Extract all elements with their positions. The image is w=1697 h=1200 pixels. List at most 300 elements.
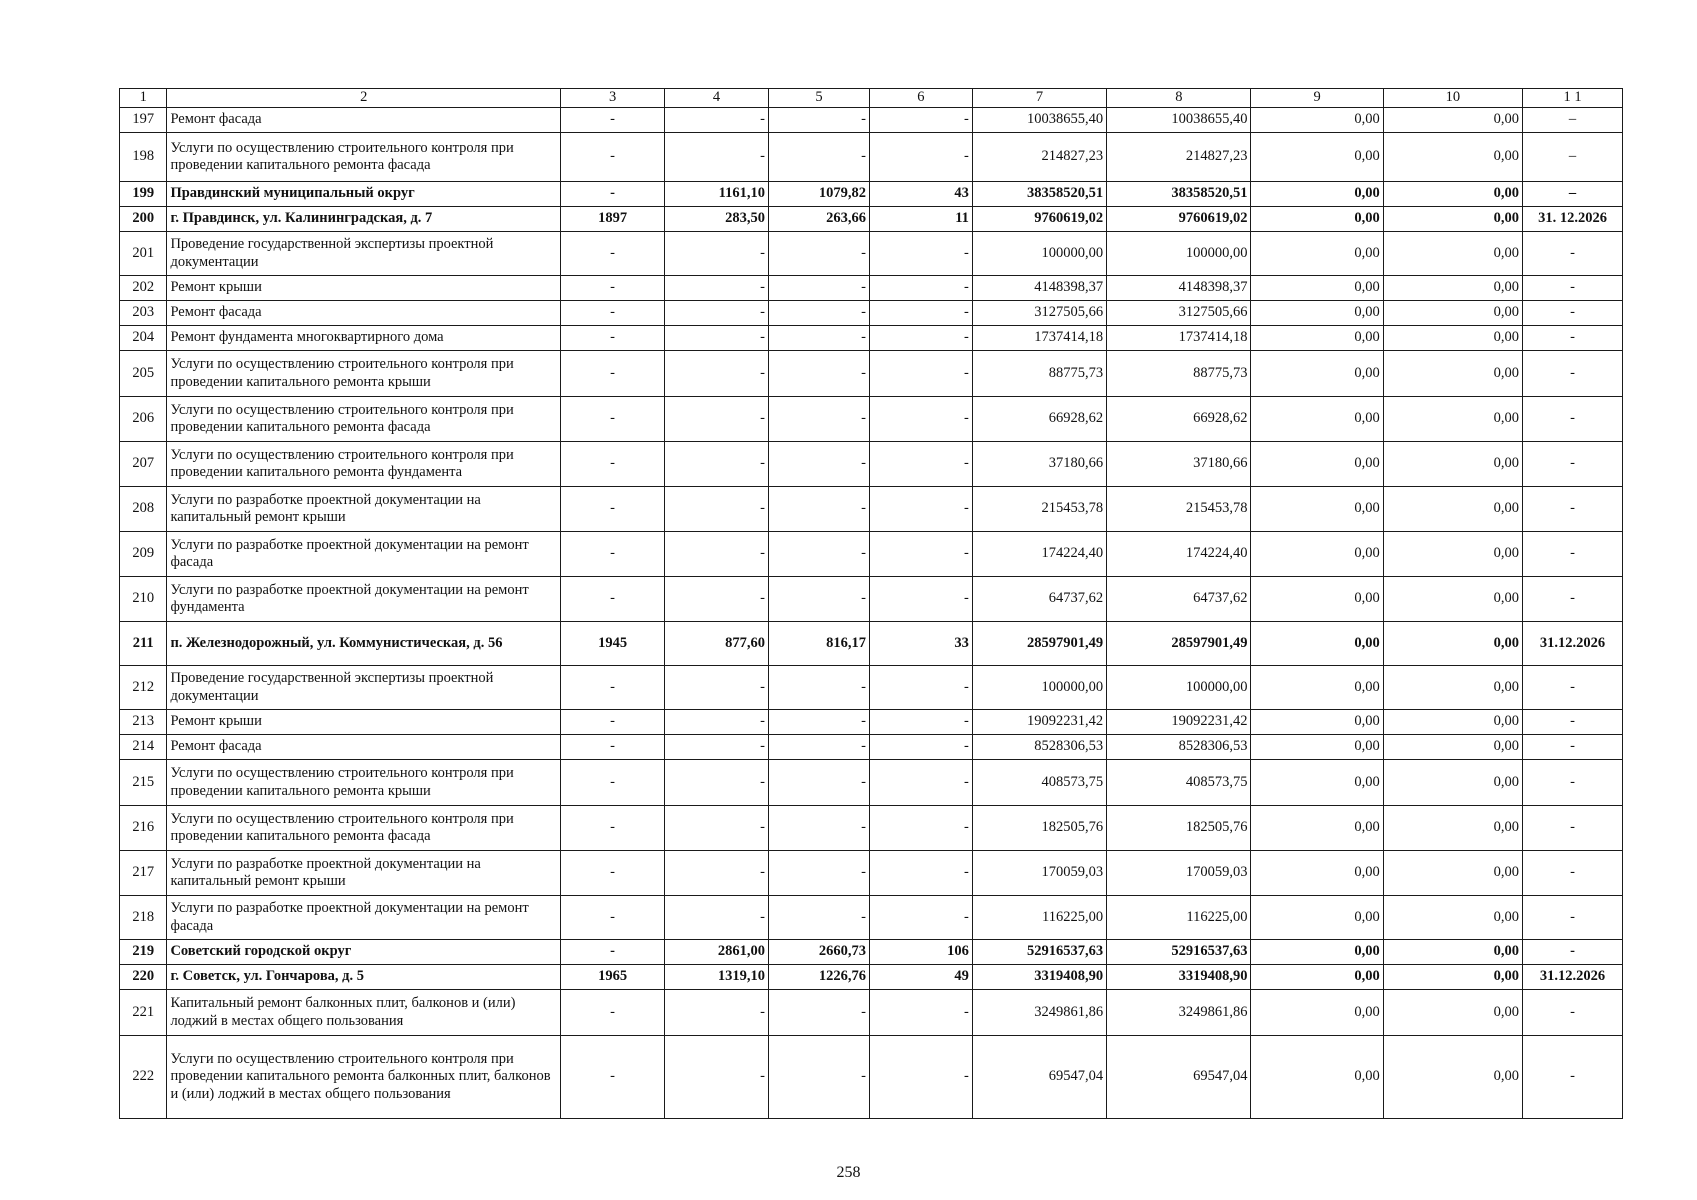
description-cell: Услуги по разработке проектной документации на ремонт фасада <box>167 896 561 940</box>
col-3-cell: - <box>561 666 665 710</box>
col-9-cell: 0,00 <box>1251 397 1383 442</box>
row-number-cell: 201 <box>120 232 167 276</box>
col-9-cell: 0,00 <box>1251 622 1383 666</box>
col-4-cell: - <box>665 442 769 487</box>
col-10-cell: 0,00 <box>1383 442 1522 487</box>
col-7-cell: 4148398,37 <box>972 276 1106 301</box>
col-3-cell: - <box>561 710 665 735</box>
col-5-cell: - <box>769 232 870 276</box>
col-3-cell: - <box>561 532 665 577</box>
col-10-cell: 0,00 <box>1383 487 1522 532</box>
col-4-cell: - <box>665 806 769 851</box>
description-cell: Услуги по разработке проектной документации на ремонт фасада <box>167 532 561 577</box>
col-10-cell: 0,00 <box>1383 760 1522 806</box>
col-3-cell: - <box>561 397 665 442</box>
col-4-cell: - <box>665 710 769 735</box>
col-7-cell: 100000,00 <box>972 666 1106 710</box>
col-5-cell: - <box>769 851 870 896</box>
col-5-cell: - <box>769 351 870 397</box>
col-6-cell: - <box>869 487 972 532</box>
col-6-cell: - <box>869 108 972 133</box>
col-7-cell: 3127505,66 <box>972 301 1106 326</box>
col-6-cell: 106 <box>869 940 972 965</box>
description-cell: Ремонт крыши <box>167 710 561 735</box>
row-number-cell: 215 <box>120 760 167 806</box>
description-cell: Проведение государственной экспертизы проектной документации <box>167 232 561 276</box>
col-8-cell: 66928,62 <box>1107 397 1251 442</box>
col-10-cell: 0,00 <box>1383 351 1522 397</box>
col-3-cell: - <box>561 760 665 806</box>
col-5-cell: - <box>769 397 870 442</box>
row-number-cell: 205 <box>120 351 167 397</box>
col-11-cell: - <box>1523 1036 1623 1119</box>
col-4-cell: - <box>665 577 769 622</box>
col-9-cell: 0,00 <box>1251 487 1383 532</box>
table-row <box>120 351 1623 397</box>
col-3-cell: - <box>561 442 665 487</box>
col-4-cell: - <box>665 990 769 1036</box>
table-row <box>120 622 1623 666</box>
row-number-cell: 198 <box>120 133 167 182</box>
col-11-cell: - <box>1523 666 1623 710</box>
description-cell: Советский городской округ <box>167 940 561 965</box>
col-8-cell: 10038655,40 <box>1107 108 1251 133</box>
col-11-cell: - <box>1523 397 1623 442</box>
col-5-cell: - <box>769 442 870 487</box>
col-11-cell: - <box>1523 710 1623 735</box>
table-row <box>120 532 1623 577</box>
col-9-cell: 0,00 <box>1251 232 1383 276</box>
row-number-cell: 203 <box>120 301 167 326</box>
col-10-cell: 0,00 <box>1383 965 1522 990</box>
description-cell: Услуги по осуществлению строительного контроля при проведении капитального ремонта балконных плит, балконов и (или) лоджий в местах общего пользования <box>167 1036 561 1119</box>
col-7-cell: 1737414,18 <box>972 326 1106 351</box>
col-10-cell: 0,00 <box>1383 940 1522 965</box>
col-11-cell: - <box>1523 940 1623 965</box>
col-3-cell: - <box>561 806 665 851</box>
row-number-cell: 211 <box>120 622 167 666</box>
col-9-cell: 0,00 <box>1251 532 1383 577</box>
col-8-cell: 9760619,02 <box>1107 207 1251 232</box>
table-row <box>120 990 1623 1036</box>
table-row <box>120 666 1623 710</box>
col-4-cell: 283,50 <box>665 207 769 232</box>
col-7-cell: 64737,62 <box>972 577 1106 622</box>
col-8-cell: 52916537,63 <box>1107 940 1251 965</box>
table-row <box>120 965 1623 990</box>
col-5-cell: - <box>769 326 870 351</box>
col-9-cell: 0,00 <box>1251 666 1383 710</box>
column-header-8: 8 <box>1107 89 1251 108</box>
table-row <box>120 301 1623 326</box>
col-6-cell: - <box>869 577 972 622</box>
description-cell: Капитальный ремонт балконных плит, балконов и (или) лоджий в местах общего пользования <box>167 990 561 1036</box>
col-3-cell: - <box>561 896 665 940</box>
description-cell: Услуги по разработке проектной документации на капитальный ремонт крыши <box>167 487 561 532</box>
col-9-cell: 0,00 <box>1251 326 1383 351</box>
col-11-cell: - <box>1523 301 1623 326</box>
col-9-cell: 0,00 <box>1251 806 1383 851</box>
col-6-cell: - <box>869 896 972 940</box>
col-4-cell: - <box>665 1036 769 1119</box>
col-9-cell: 0,00 <box>1251 851 1383 896</box>
col-4-cell: - <box>665 301 769 326</box>
col-10-cell: 0,00 <box>1383 276 1522 301</box>
col-4-cell: - <box>665 532 769 577</box>
col-6-cell: 49 <box>869 965 972 990</box>
col-5-cell: - <box>769 1036 870 1119</box>
col-6-cell: - <box>869 735 972 760</box>
row-number-cell: 216 <box>120 806 167 851</box>
col-6-cell: - <box>869 532 972 577</box>
col-3-cell: - <box>561 851 665 896</box>
col-9-cell: 0,00 <box>1251 276 1383 301</box>
row-number-cell: 213 <box>120 710 167 735</box>
col-7-cell: 3319408,90 <box>972 965 1106 990</box>
col-4-cell: - <box>665 351 769 397</box>
col-6-cell: - <box>869 397 972 442</box>
col-9-cell: 0,00 <box>1251 710 1383 735</box>
row-number-cell: 220 <box>120 965 167 990</box>
col-6-cell: - <box>869 710 972 735</box>
column-header-4: 4 <box>665 89 769 108</box>
row-number-cell: 202 <box>120 276 167 301</box>
description-cell: Проведение государственной экспертизы проектной документации <box>167 666 561 710</box>
renovation-program-table <box>119 88 1623 1119</box>
table-row <box>120 232 1623 276</box>
table-row <box>120 397 1623 442</box>
col-11-cell: – <box>1523 133 1623 182</box>
col-7-cell: 28597901,49 <box>972 622 1106 666</box>
col-3-cell: 1965 <box>561 965 665 990</box>
col-9-cell: 0,00 <box>1251 133 1383 182</box>
col-10-cell: 0,00 <box>1383 1036 1522 1119</box>
col-10-cell: 0,00 <box>1383 207 1522 232</box>
col-8-cell: 408573,75 <box>1107 760 1251 806</box>
col-5-cell: - <box>769 577 870 622</box>
col-3-cell: - <box>561 232 665 276</box>
row-number-cell: 199 <box>120 182 167 207</box>
col-11-cell: - <box>1523 487 1623 532</box>
col-8-cell: 38358520,51 <box>1107 182 1251 207</box>
col-7-cell: 174224,40 <box>972 532 1106 577</box>
col-11-cell: - <box>1523 896 1623 940</box>
description-cell: Правдинский муниципальный округ <box>167 182 561 207</box>
description-cell: г. Советск, ул. Гончарова, д. 5 <box>167 965 561 990</box>
col-11-cell: - <box>1523 532 1623 577</box>
col-10-cell: 0,00 <box>1383 896 1522 940</box>
col-10-cell: 0,00 <box>1383 108 1522 133</box>
row-number-cell: 204 <box>120 326 167 351</box>
col-11-cell: - <box>1523 442 1623 487</box>
col-9-cell: 0,00 <box>1251 965 1383 990</box>
col-5-cell: - <box>769 666 870 710</box>
row-number-cell: 217 <box>120 851 167 896</box>
col-9-cell: 0,00 <box>1251 351 1383 397</box>
table-row <box>120 1036 1623 1119</box>
column-number-row <box>120 89 1623 108</box>
col-3-cell: - <box>561 990 665 1036</box>
col-8-cell: 8528306,53 <box>1107 735 1251 760</box>
col-10-cell: 0,00 <box>1383 326 1522 351</box>
col-4-cell: 877,60 <box>665 622 769 666</box>
col-10-cell: 0,00 <box>1383 133 1522 182</box>
description-cell: Услуги по осуществлению строительного контроля при проведении капитального ремонта крыши <box>167 760 561 806</box>
col-6-cell: - <box>869 990 972 1036</box>
table-row <box>120 710 1623 735</box>
row-number-cell: 197 <box>120 108 167 133</box>
col-9-cell: 0,00 <box>1251 735 1383 760</box>
col-8-cell: 215453,78 <box>1107 487 1251 532</box>
col-8-cell: 100000,00 <box>1107 232 1251 276</box>
row-number-cell: 200 <box>120 207 167 232</box>
col-4-cell: - <box>665 666 769 710</box>
col-5-cell: - <box>769 806 870 851</box>
table-row <box>120 487 1623 532</box>
col-4-cell: - <box>665 735 769 760</box>
col-7-cell: 214827,23 <box>972 133 1106 182</box>
col-4-cell: 1319,10 <box>665 965 769 990</box>
col-5-cell: 2660,73 <box>769 940 870 965</box>
col-11-cell: - <box>1523 851 1623 896</box>
col-5-cell: 1226,76 <box>769 965 870 990</box>
col-11-cell: - <box>1523 577 1623 622</box>
col-11-cell: – <box>1523 182 1623 207</box>
col-11-cell: 31. 12.2026 <box>1523 207 1623 232</box>
col-11-cell: - <box>1523 760 1623 806</box>
col-11-cell: - <box>1523 806 1623 851</box>
col-8-cell: 100000,00 <box>1107 666 1251 710</box>
description-cell: Услуги по разработке проектной документации на капитальный ремонт крыши <box>167 851 561 896</box>
col-11-cell: - <box>1523 276 1623 301</box>
table-row <box>120 896 1623 940</box>
col-8-cell: 69547,04 <box>1107 1036 1251 1119</box>
col-11-cell: 31.12.2026 <box>1523 622 1623 666</box>
col-4-cell: - <box>665 326 769 351</box>
column-header-7: 7 <box>972 89 1106 108</box>
row-number-cell: 214 <box>120 735 167 760</box>
col-10-cell: 0,00 <box>1383 622 1522 666</box>
description-cell: Услуги по разработке проектной документации на ремонт фундамента <box>167 577 561 622</box>
col-4-cell: - <box>665 133 769 182</box>
col-10-cell: 0,00 <box>1383 735 1522 760</box>
column-header-2: 2 <box>167 89 561 108</box>
col-11-cell: - <box>1523 990 1623 1036</box>
col-9-cell: 0,00 <box>1251 442 1383 487</box>
col-8-cell: 37180,66 <box>1107 442 1251 487</box>
col-10-cell: 0,00 <box>1383 532 1522 577</box>
table-row <box>120 851 1623 896</box>
col-5-cell: - <box>769 896 870 940</box>
col-6-cell: 43 <box>869 182 972 207</box>
col-8-cell: 170059,03 <box>1107 851 1251 896</box>
description-cell: Ремонт фасада <box>167 735 561 760</box>
col-3-cell: - <box>561 577 665 622</box>
col-8-cell: 19092231,42 <box>1107 710 1251 735</box>
col-11-cell: - <box>1523 351 1623 397</box>
col-4-cell: - <box>665 232 769 276</box>
page-number: 258 <box>836 1164 861 1181</box>
col-9-cell: 0,00 <box>1251 896 1383 940</box>
row-number-cell: 207 <box>120 442 167 487</box>
description-cell: Услуги по осуществлению строительного контроля при проведении капитального ремонта крыши <box>167 351 561 397</box>
col-5-cell: - <box>769 301 870 326</box>
table-row <box>120 207 1623 232</box>
col-7-cell: 215453,78 <box>972 487 1106 532</box>
col-10-cell: 0,00 <box>1383 666 1522 710</box>
col-4-cell: 1161,10 <box>665 182 769 207</box>
description-cell: Ремонт фундамента многоквартирного дома <box>167 326 561 351</box>
col-5-cell: - <box>769 532 870 577</box>
col-5-cell: - <box>769 108 870 133</box>
col-7-cell: 66928,62 <box>972 397 1106 442</box>
table-row <box>120 806 1623 851</box>
col-8-cell: 88775,73 <box>1107 351 1251 397</box>
table-row <box>120 276 1623 301</box>
col-3-cell: - <box>561 735 665 760</box>
col-3-cell: - <box>561 351 665 397</box>
col-3-cell: - <box>561 301 665 326</box>
col-7-cell: 19092231,42 <box>972 710 1106 735</box>
col-8-cell: 214827,23 <box>1107 133 1251 182</box>
col-4-cell: - <box>665 896 769 940</box>
col-6-cell: - <box>869 760 972 806</box>
col-7-cell: 408573,75 <box>972 760 1106 806</box>
col-3-cell: 1897 <box>561 207 665 232</box>
col-9-cell: 0,00 <box>1251 182 1383 207</box>
col-9-cell: 0,00 <box>1251 990 1383 1036</box>
col-8-cell: 3249861,86 <box>1107 990 1251 1036</box>
description-cell: Услуги по осуществлению строительного контроля при проведении капитального ремонта фасада <box>167 806 561 851</box>
col-7-cell: 8528306,53 <box>972 735 1106 760</box>
description-cell: Услуги по осуществлению строительного контроля при проведении капитального ремонта фасада <box>167 133 561 182</box>
col-11-cell: - <box>1523 326 1623 351</box>
col-3-cell: - <box>561 940 665 965</box>
table-row <box>120 577 1623 622</box>
col-5-cell: 263,66 <box>769 207 870 232</box>
col-4-cell: 2861,00 <box>665 940 769 965</box>
col-5-cell: - <box>769 276 870 301</box>
col-11-cell: – <box>1523 108 1623 133</box>
col-6-cell: - <box>869 301 972 326</box>
col-5-cell: 1079,82 <box>769 182 870 207</box>
col-9-cell: 0,00 <box>1251 207 1383 232</box>
col-6-cell: - <box>869 1036 972 1119</box>
col-5-cell: - <box>769 487 870 532</box>
col-7-cell: 170059,03 <box>972 851 1106 896</box>
col-5-cell: - <box>769 710 870 735</box>
table-row <box>120 182 1623 207</box>
col-10-cell: 0,00 <box>1383 301 1522 326</box>
col-8-cell: 64737,62 <box>1107 577 1251 622</box>
col-4-cell: - <box>665 108 769 133</box>
col-10-cell: 0,00 <box>1383 710 1522 735</box>
column-header-5: 5 <box>769 89 870 108</box>
description-cell: г. Правдинск, ул. Калининградская, д. 7 <box>167 207 561 232</box>
description-cell: Ремонт фасада <box>167 108 561 133</box>
col-10-cell: 0,00 <box>1383 182 1522 207</box>
col-7-cell: 10038655,40 <box>972 108 1106 133</box>
table-row <box>120 442 1623 487</box>
column-header-3: 3 <box>561 89 665 108</box>
row-number-cell: 209 <box>120 532 167 577</box>
col-6-cell: - <box>869 232 972 276</box>
col-4-cell: - <box>665 760 769 806</box>
row-number-cell: 221 <box>120 990 167 1036</box>
col-11-cell: - <box>1523 232 1623 276</box>
col-3-cell: - <box>561 487 665 532</box>
description-cell: Ремонт крыши <box>167 276 561 301</box>
col-6-cell: 11 <box>869 207 972 232</box>
col-10-cell: 0,00 <box>1383 851 1522 896</box>
col-3-cell: 1945 <box>561 622 665 666</box>
table-row <box>120 108 1623 133</box>
col-10-cell: 0,00 <box>1383 577 1522 622</box>
col-10-cell: 0,00 <box>1383 806 1522 851</box>
col-6-cell: - <box>869 326 972 351</box>
col-7-cell: 37180,66 <box>972 442 1106 487</box>
col-4-cell: - <box>665 851 769 896</box>
column-header-9: 9 <box>1251 89 1383 108</box>
col-6-cell: - <box>869 351 972 397</box>
col-3-cell: - <box>561 108 665 133</box>
col-4-cell: - <box>665 397 769 442</box>
description-cell: Услуги по осуществлению строительного контроля при проведении капитального ремонта фундамента <box>167 442 561 487</box>
row-number-cell: 210 <box>120 577 167 622</box>
col-5-cell: - <box>769 735 870 760</box>
col-7-cell: 100000,00 <box>972 232 1106 276</box>
table-row <box>120 133 1623 182</box>
col-6-cell: - <box>869 442 972 487</box>
col-7-cell: 88775,73 <box>972 351 1106 397</box>
col-9-cell: 0,00 <box>1251 940 1383 965</box>
description-cell: Ремонт фасада <box>167 301 561 326</box>
row-number-cell: 222 <box>120 1036 167 1119</box>
col-10-cell: 0,00 <box>1383 397 1522 442</box>
col-9-cell: 0,00 <box>1251 577 1383 622</box>
col-7-cell: 3249861,86 <box>972 990 1106 1036</box>
col-8-cell: 28597901,49 <box>1107 622 1251 666</box>
row-number-cell: 208 <box>120 487 167 532</box>
table-row <box>120 326 1623 351</box>
col-10-cell: 0,00 <box>1383 232 1522 276</box>
col-5-cell: - <box>769 990 870 1036</box>
col-7-cell: 182505,76 <box>972 806 1106 851</box>
table-row <box>120 940 1623 965</box>
col-9-cell: 0,00 <box>1251 760 1383 806</box>
row-number-cell: 218 <box>120 896 167 940</box>
row-number-cell: 206 <box>120 397 167 442</box>
col-8-cell: 4148398,37 <box>1107 276 1251 301</box>
col-8-cell: 116225,00 <box>1107 896 1251 940</box>
col-6-cell: - <box>869 276 972 301</box>
col-7-cell: 38358520,51 <box>972 182 1106 207</box>
description-cell: Услуги по осуществлению строительного контроля при проведении капитального ремонта фасада <box>167 397 561 442</box>
col-9-cell: 0,00 <box>1251 301 1383 326</box>
table-row <box>120 760 1623 806</box>
col-6-cell: - <box>869 133 972 182</box>
description-cell: п. Железнодорожный, ул. Коммунистическая, д. 56 <box>167 622 561 666</box>
col-8-cell: 3127505,66 <box>1107 301 1251 326</box>
col-5-cell: - <box>769 760 870 806</box>
column-header-11: 1 1 <box>1523 89 1623 108</box>
col-8-cell: 174224,40 <box>1107 532 1251 577</box>
col-7-cell: 116225,00 <box>972 896 1106 940</box>
col-7-cell: 52916537,63 <box>972 940 1106 965</box>
col-6-cell: - <box>869 666 972 710</box>
row-number-cell: 219 <box>120 940 167 965</box>
col-3-cell: - <box>561 276 665 301</box>
